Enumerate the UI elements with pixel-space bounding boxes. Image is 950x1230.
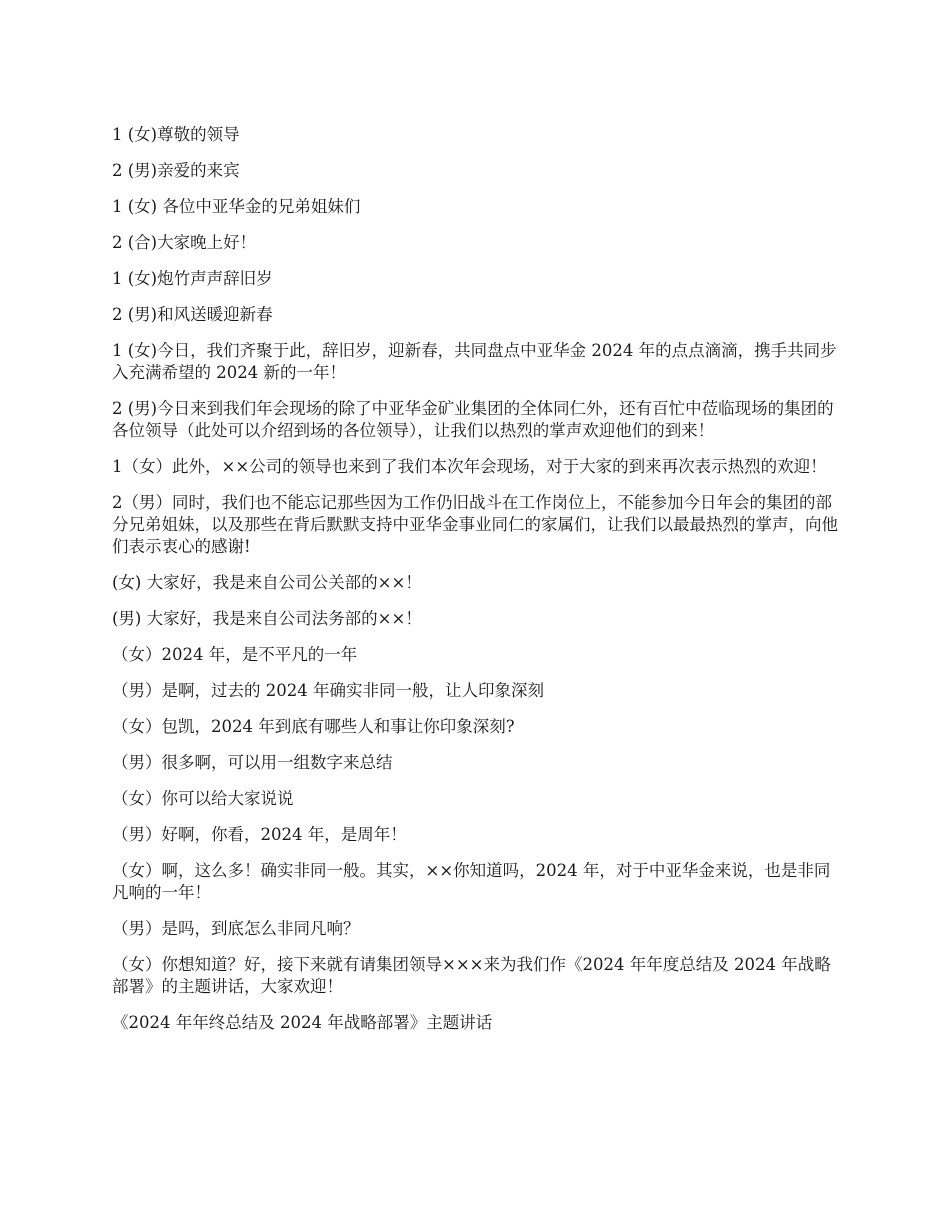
paragraph: 2 (男)和风送暖迎新春: [112, 305, 273, 324]
paragraph: （女）包凯，2024 年到底有哪些人和事让你印象深刻?: [112, 717, 515, 736]
paragraph: 1 (女) 各位中亚华金的兄弟姐妹们: [112, 197, 361, 216]
paragraph: （女）啊，这么多！确实非同一般。其实，××你知道吗，2024 年，对于中亚华金来说，也是非同凡响的一年！: [112, 861, 831, 902]
paragraph: （女）2024 年，是不平凡的一年: [112, 645, 358, 664]
paragraph: （男）很多啊，可以用一组数字来总结: [112, 753, 393, 772]
document-body: [112, 124, 840, 1048]
paragraph: (男) 大家好，我是来自公司法务部的××！: [112, 609, 422, 628]
paragraph: 2（男）同时，我们也不能忘记那些因为工作仍旧战斗在工作岗位上，不能参加今日年会的集团的部分兄弟姐妹，以及那些在背后默默支持中亚华金事业同仁的家属们，让我们以最最热烈的掌声，向他们表示衷心的感谢!: [112, 493, 838, 556]
paragraph: 2 (男)今日来到我们年会现场的除了中亚华金矿业集团的全体同仁外，还有百忙中莅临现场的集团的各位领导（此处可以介绍到场的各位领导），让我们以热烈的掌声欢迎他们的到来！: [112, 399, 834, 440]
paragraph: 1 (女)尊敬的领导: [112, 125, 240, 144]
paragraph: （女）你想知道？好，接下来就有请集团领导×××来为我们作《2024 年年度总结及 2024 年战略部署》的主题讲话，大家欢迎！: [112, 955, 831, 996]
paragraph: (女) 大家好，我是来自公司公关部的××！: [112, 573, 422, 592]
paragraph: 1 (女)今日，我们齐聚于此，辞旧岁，迎新春，共同盘点中亚华金 2024 年的点点滴滴，携手共同步入充满希望的 2024 新的一年！: [112, 341, 837, 382]
paragraph: （男）好啊，你看，2024 年，是周年！: [112, 825, 407, 844]
paragraph: （男）是啊，过去的 2024 年确实非同一般，让人印象深刻: [112, 681, 544, 700]
paragraph: 1（女）此外，××公司的领导也来到了我们本次年会现场，对于大家的到来再次表示热烈的欢迎！: [112, 457, 827, 476]
paragraph: 2 (合)大家晚上好！: [112, 233, 257, 252]
paragraph: 1 (女)炮竹声声辞旧岁: [112, 269, 273, 288]
paragraph: （女）你可以给大家说说: [112, 789, 294, 808]
paragraph: （男）是吗，到底怎么非同凡响？: [112, 919, 360, 938]
paragraph: 2 (男)亲爱的来宾: [112, 161, 240, 180]
paragraph: 《2024 年年终总结及 2024 年战略部署》主题讲话: [112, 1013, 493, 1032]
